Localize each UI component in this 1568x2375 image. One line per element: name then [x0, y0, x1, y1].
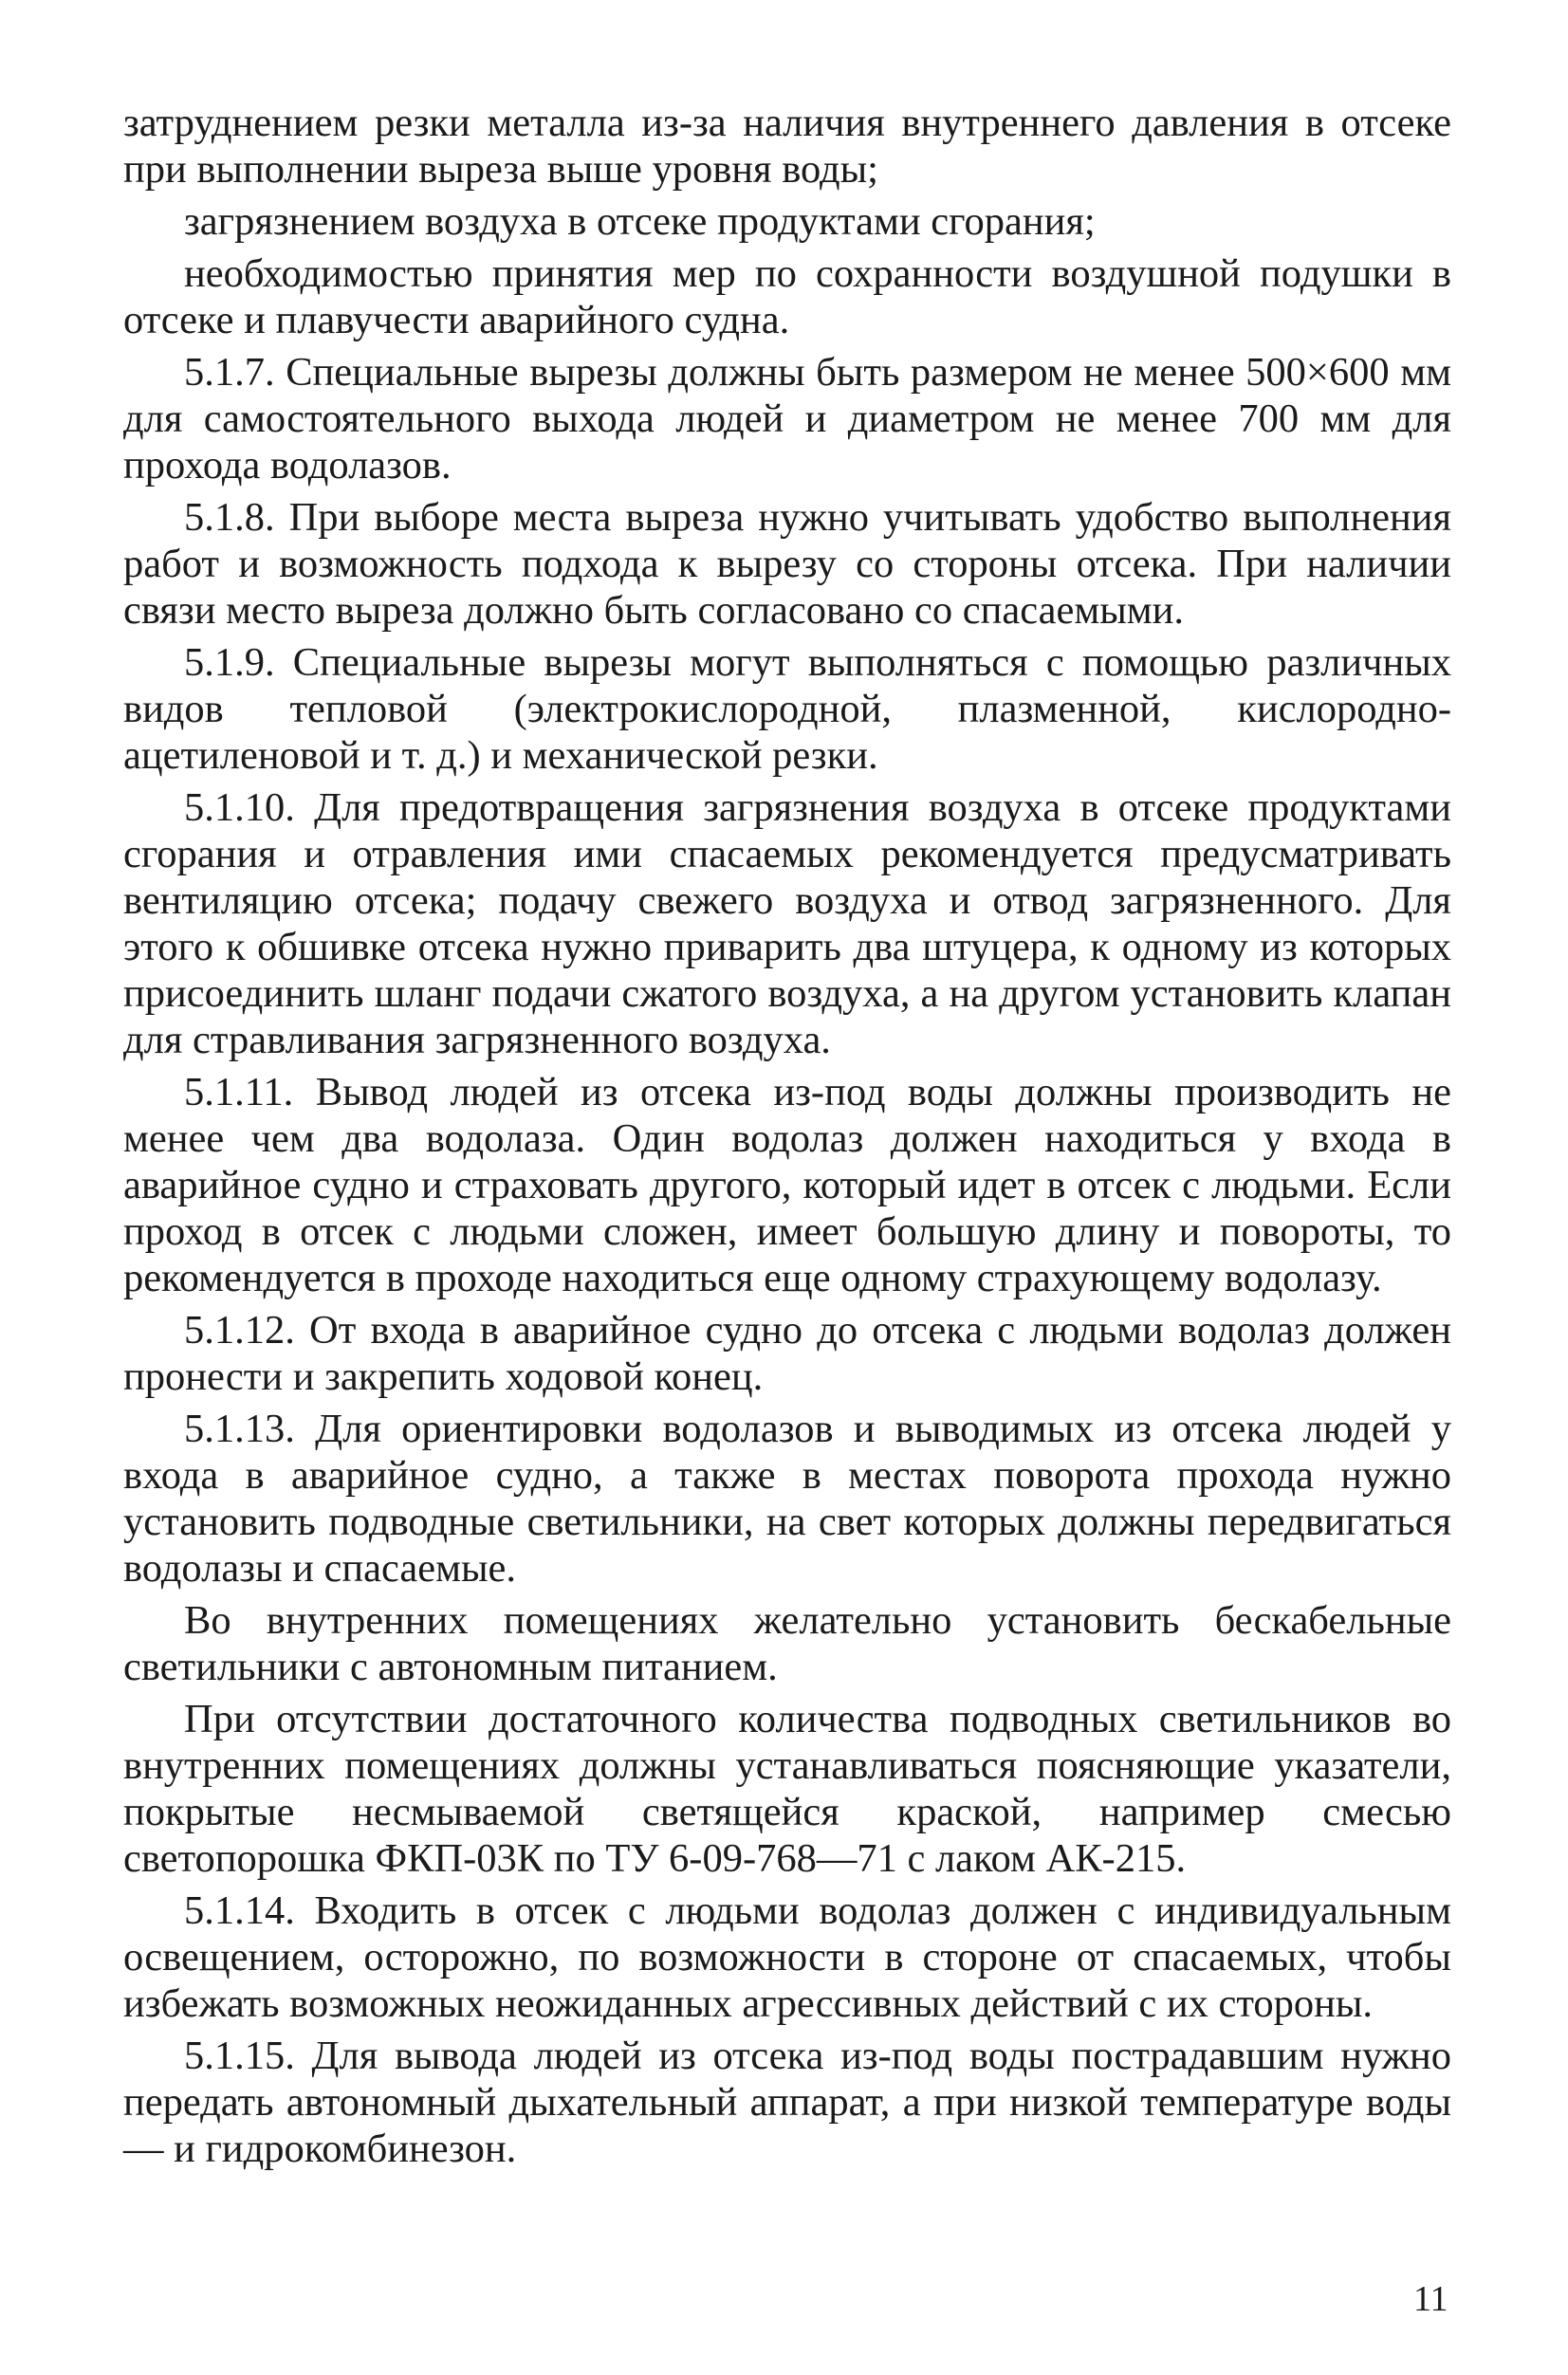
- paragraph-5-1-8: 5.1.8. При выборе места выреза нужно учитывать удобство выполнения работ и возможность подхода к вырезу со стороны отсека. При наличии связи место выреза должно быть согласовано со спасаемыми.: [123, 495, 1451, 633]
- paragraph-5-1-7: 5.1.7. Специальные вырезы должны быть размером не менее 500×600 мм для самостоятельного выхода людей и диаметром не менее 700 мм для прохода водолазов.: [123, 350, 1451, 488]
- paragraph-5-1-15: 5.1.15. Для вывода людей из отсека из-под воды пострадавшим нужно передать автономный дыхательный аппарат, а при низкой температуре воды — и гидрокомбинезон.: [123, 2034, 1451, 2171]
- page-body: [123, 100, 1451, 2178]
- paragraph-air-cushion: необходимостью принятия мер по сохранности воздушной подушки в отсеке и плавучести аварийного судна.: [123, 251, 1451, 342]
- paragraph-indicators: При отсутствии достаточного количества подводных светильников во внутренних помещениях должны устанавливаться поясняющие указатели, покрытые несмываемой светящейся краской, например смесью светопорошка ФКП-03К по ТУ 6-09-768—71 с лаком АК-215.: [123, 1697, 1451, 1881]
- paragraph-5-1-10: 5.1.10. Для предотвращения загрязнения воздуха в отсеке продуктами сгорания и отравления ими спасаемых рекомендуется предусматривать вентиляцию отсека; подачу свежего воздуха и отвод загрязненного. Для этого к обшивке отсека нужно приварить два штуцера, к одному из которых присоединить шланг подачи сжатого воздуха, а на другом установить клапан для стравливания загрязненного воздуха.: [123, 785, 1451, 1062]
- paragraph-5-1-12: 5.1.12. От входа в аварийное судно до отсека с людьми водолаз должен пронести и закрепить ходовой конец.: [123, 1308, 1451, 1399]
- page-number: 11: [1413, 2279, 1448, 2319]
- paragraph-5-1-9: 5.1.9. Специальные вырезы могут выполняться с помощью различных видов тепловой (электрокислородной, плазменной, кислородно-ацетиленовой и т. д.) и механической резки.: [123, 640, 1451, 778]
- paragraph-cutting-difficulty: затруднением резки металла из-за наличия внутреннего давления в отсеке при выполнении выреза выше уровня воды;: [123, 101, 1451, 192]
- paragraph-air-pollution: загрязнением воздуха в отсеке продуктами сгорания;: [184, 199, 1096, 244]
- paragraph-internal-rooms: Во внутренних помещениях желательно установить бескабельные светильники с автономным питанием.: [123, 1598, 1451, 1689]
- paragraph-5-1-14: 5.1.14. Входить в отсек с людьми водолаз должен с индивидуальным освещением, осторожно, по возможности в стороне от спасаемых, чтобы избежать возможных неожиданных агрессивных действий с их стороны.: [123, 1888, 1451, 2026]
- paragraph-5-1-13: 5.1.13. Для ориентировки водолазов и выводимых из отсека людей у входа в аварийное судно, а также в местах поворота прохода нужно установить подводные светильники, на свет которых должны передвигаться водолазы и спасаемые.: [123, 1407, 1451, 1591]
- paragraph-5-1-11: 5.1.11. Вывод людей из отсека из-под воды должны производить не менее чем два водолаза. Один водолаз должен находиться у входа в аварийное судно и страховать другого, который идет в отсек с людьми. Если проход в отсек с людьми сложен, имеет большую длину и повороты, то рекомендуется в проходе находиться еще одному страхующему водолазу.: [123, 1070, 1451, 1300]
